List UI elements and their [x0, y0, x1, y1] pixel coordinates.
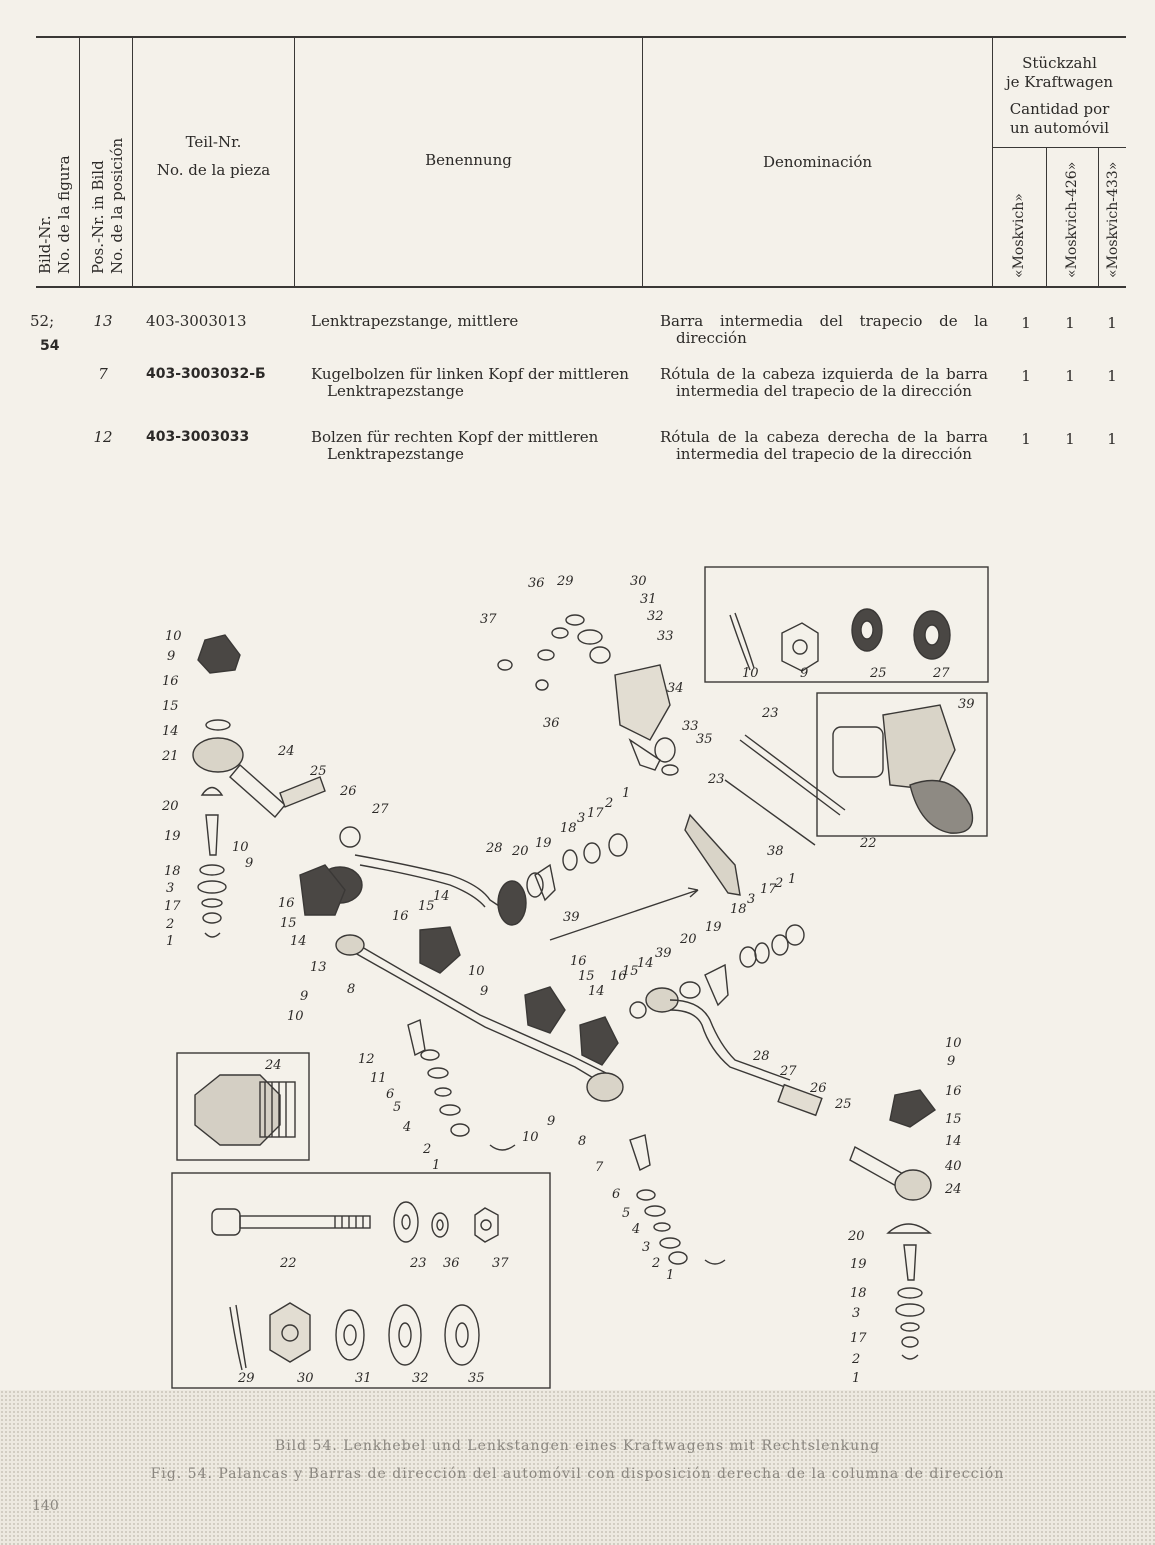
dust-boot — [580, 1017, 618, 1065]
callout-15: 15 — [945, 1112, 962, 1127]
callout-37: 37 — [480, 612, 497, 627]
callout-15: 15 — [578, 969, 595, 984]
callout-33: 33 — [657, 629, 674, 644]
position-number: 12 — [93, 428, 113, 446]
col-divider — [1098, 148, 1099, 286]
callout-9: 9 — [547, 1114, 556, 1129]
callout-1: 1 — [622, 786, 631, 801]
callout-1: 1 — [432, 1158, 441, 1173]
model-label-433: «Moskvich-433» — [1105, 161, 1121, 278]
part-number: 403-3003033 — [146, 429, 250, 445]
bolt-22 — [212, 1209, 370, 1235]
callout-3: 3 — [852, 1306, 861, 1321]
name-es: Rótula de la cabeza izquierda de la barra intermedia del trapecio de la dirección — [660, 365, 988, 400]
callout-20: 20 — [848, 1229, 865, 1244]
callout-23: 23 — [410, 1256, 427, 1271]
inset-bottom-box — [172, 1173, 550, 1388]
washer-35 — [445, 1305, 479, 1365]
callout-29: 29 — [238, 1371, 255, 1386]
qty-433: 1 — [1107, 367, 1117, 385]
name-de: Lenktrapezstange, mittlere — [311, 312, 519, 330]
callout-2: 2 — [166, 917, 175, 932]
callout-39: 39 — [563, 910, 580, 925]
callout-23: 23 — [708, 772, 725, 787]
name-es: Rótula de la cabeza derecha de la barra intermedia del trapecio de la dirección — [660, 428, 988, 463]
cotter-pin-29 — [230, 1305, 246, 1370]
callout-10: 10 — [232, 840, 249, 855]
callout-25: 25 — [310, 764, 327, 779]
callout-labels — [161, 574, 975, 1386]
position-number: 7 — [98, 365, 108, 383]
callout-2: 2 — [852, 1352, 861, 1367]
callout-20: 20 — [680, 932, 697, 947]
part-col-es: No. de la pieza — [156, 161, 271, 179]
callout-1: 1 — [166, 934, 175, 949]
fig-col-label — [36, 124, 74, 274]
table-header — [36, 36, 1126, 288]
callout-3: 3 — [747, 892, 756, 907]
callout-18: 18 — [164, 864, 181, 879]
part-col-label — [133, 131, 294, 181]
name-es: Barra intermedia del trapecio de la dirección — [660, 312, 988, 347]
callout-16: 16 — [162, 674, 179, 689]
callout-3: 3 — [642, 1240, 651, 1255]
callout-14: 14 — [433, 889, 450, 904]
fitting-24 — [195, 1075, 295, 1145]
callout-18: 18 — [730, 902, 747, 917]
callout-19: 19 — [164, 829, 181, 844]
callout-9: 9 — [167, 649, 176, 664]
callout-10: 10 — [468, 964, 485, 979]
callout-20: 20 — [512, 844, 529, 859]
callout-8: 8 — [578, 1134, 587, 1149]
left-tie-rod-end — [193, 635, 285, 937]
washer-23 — [394, 1202, 418, 1242]
callout-36: 36 — [543, 716, 560, 731]
callout-2: 2 — [605, 796, 614, 811]
callout-17: 17 — [164, 899, 181, 914]
part-number: 403-3003032-Б — [146, 366, 266, 382]
callout-19: 19 — [705, 920, 722, 935]
callout-24: 24 — [945, 1182, 962, 1197]
dust-boot — [420, 927, 460, 973]
callout-13: 13 — [310, 960, 327, 975]
callout-9: 9 — [245, 856, 254, 871]
callout-16: 16 — [278, 896, 295, 911]
callout-23: 23 — [762, 706, 779, 721]
callout-12: 12 — [358, 1052, 375, 1067]
pos-col-label — [89, 104, 127, 274]
callout-15: 15 — [162, 699, 179, 714]
callout-16: 16 — [392, 909, 409, 924]
qty-426: 1 — [1065, 367, 1075, 385]
part-number: 403-3003013 — [146, 312, 247, 330]
figure-caption — [0, 1390, 1155, 1545]
callout-38: 38 — [767, 844, 784, 859]
callout-19: 19 — [535, 836, 552, 851]
qty-de-2: je Kraftwagen — [1005, 73, 1114, 91]
nut-27 — [914, 611, 950, 659]
right-tie-rod-end — [850, 1090, 935, 1359]
washer-stack-center — [421, 1050, 515, 1150]
qty-de-1: Stückzahl — [1022, 54, 1097, 72]
right-tie-rod — [646, 988, 822, 1115]
qty-moskvich: 1 — [1021, 314, 1031, 332]
callout-18: 18 — [850, 1286, 867, 1301]
qty-433: 1 — [1107, 314, 1117, 332]
pitman-arm-head — [318, 867, 526, 925]
intermediate-rod-head-right — [587, 1073, 623, 1101]
callout-35: 35 — [696, 732, 713, 747]
qty-426: 1 — [1065, 430, 1075, 448]
callout-15: 15 — [622, 964, 639, 979]
callout-5: 5 — [393, 1100, 402, 1115]
callout-9: 9 — [800, 666, 809, 681]
callout-22: 22 — [860, 836, 877, 851]
castle-nut — [782, 623, 818, 671]
callout-35: 35 — [468, 1371, 485, 1386]
callout-30: 30 — [630, 574, 647, 589]
callout-10: 10 — [742, 666, 759, 681]
callout-39: 39 — [655, 946, 672, 961]
callout-21: 21 — [162, 749, 179, 764]
callout-8: 8 — [347, 982, 356, 997]
ball-joint-39 — [833, 705, 973, 833]
callout-37: 37 — [492, 1256, 509, 1271]
callout-1: 1 — [788, 872, 797, 887]
callout-24: 24 — [265, 1058, 282, 1073]
callout-14: 14 — [588, 984, 605, 999]
callout-9: 9 — [480, 984, 489, 999]
fig-col-es: No. de la figura — [55, 155, 73, 274]
callout-6: 6 — [386, 1087, 395, 1102]
callout-10: 10 — [165, 629, 182, 644]
cotter-pin — [730, 613, 754, 670]
castle-nut-30 — [270, 1303, 310, 1362]
qty-433: 1 — [1107, 430, 1117, 448]
callout-14: 14 — [290, 934, 307, 949]
callout-31: 31 — [355, 1371, 372, 1386]
pos-col-de: Pos.-Nr. in Bild — [89, 160, 107, 274]
callout-16: 16 — [945, 1084, 962, 1099]
callout-17: 17 — [760, 882, 777, 897]
callout-30: 30 — [297, 1371, 314, 1386]
callout-10: 10 — [287, 1009, 304, 1024]
callout-27: 27 — [780, 1064, 797, 1079]
qty-col-label — [993, 38, 1126, 148]
dust-boot — [525, 987, 565, 1033]
callout-2: 2 — [775, 876, 784, 891]
col-divider — [1046, 148, 1047, 286]
qty-es-1: Cantidad por — [1009, 100, 1110, 118]
callout-14: 14 — [637, 956, 654, 971]
col-divider — [79, 38, 80, 286]
callout-24: 24 — [278, 744, 295, 759]
callout-7: 7 — [595, 1160, 604, 1175]
callout-4: 4 — [632, 1222, 641, 1237]
name-de: Kugelbolzen für linken Kopf der mittleren Lenktrapezstange — [311, 365, 629, 400]
callout-27: 27 — [372, 802, 389, 817]
qty-es-2: un automóvil — [1009, 119, 1110, 137]
callout-1: 1 — [852, 1371, 861, 1386]
position-number: 13 — [93, 312, 113, 330]
callout-2: 2 — [423, 1142, 432, 1157]
callout-9: 9 — [947, 1054, 956, 1069]
callout-32: 32 — [647, 609, 664, 624]
callout-15: 15 — [418, 899, 435, 914]
washer-36 — [432, 1213, 448, 1237]
callout-26: 26 — [340, 784, 357, 799]
model-label-moskvich: «Moskvich» — [1011, 193, 1027, 278]
qty-426: 1 — [1065, 314, 1075, 332]
callout-17: 17 — [587, 806, 604, 821]
caption-de: Bild 54. Lenkhebel und Lenkstangen eines Kraftwagens mit Rechtslenkung — [274, 1438, 881, 1454]
fig-number-2: 54 — [40, 338, 60, 354]
part-col-de: Teil-Nr. — [185, 133, 242, 151]
pos-col-es: No. de la posición — [108, 137, 126, 274]
model-label-426: «Moskvich-426» — [1064, 161, 1080, 278]
callout-25: 25 — [835, 1097, 852, 1112]
callout-18: 18 — [560, 821, 577, 836]
caption-es: Fig. 54. Palancas y Barras de dirección del automóvil con disposición derecha de la columna de dirección — [150, 1466, 1005, 1482]
qty-moskvich: 1 — [1021, 367, 1031, 385]
callout-1: 1 — [666, 1268, 675, 1283]
callout-14: 14 — [945, 1134, 962, 1149]
callout-40: 40 — [945, 1159, 962, 1174]
exploded-diagram — [150, 555, 1050, 1395]
callout-5: 5 — [622, 1206, 631, 1221]
callout-3: 3 — [166, 881, 175, 896]
callout-16: 16 — [570, 954, 587, 969]
callout-17: 17 — [850, 1331, 867, 1346]
fig-col-de: Bild-Nr. — [36, 215, 54, 274]
nut-25 — [852, 609, 882, 651]
callout-16: 16 — [610, 969, 627, 984]
callout-6: 6 — [612, 1187, 621, 1202]
callout-11: 11 — [370, 1071, 387, 1086]
callout-39: 39 — [958, 697, 975, 712]
callout-29: 29 — [557, 574, 574, 589]
washer-31 — [336, 1310, 364, 1360]
callout-27: 27 — [933, 666, 950, 681]
callout-28: 28 — [753, 1049, 770, 1064]
qty-moskvich: 1 — [1021, 430, 1031, 448]
callout-10: 10 — [522, 1130, 539, 1145]
page-number: 140 — [32, 1498, 59, 1514]
callout-3: 3 — [577, 811, 586, 826]
de-col-label: Benennung — [425, 151, 512, 169]
callout-14: 14 — [162, 724, 179, 739]
callout-19: 19 — [850, 1257, 867, 1272]
callout-15: 15 — [280, 916, 297, 931]
callout-4: 4 — [403, 1120, 412, 1135]
callout-28: 28 — [486, 841, 503, 856]
callout-10: 10 — [945, 1036, 962, 1051]
callout-2: 2 — [652, 1256, 661, 1271]
callout-31: 31 — [640, 592, 657, 607]
fig-number: 52; — [30, 312, 55, 330]
name-de: Bolzen für rechten Kopf der mittleren Lenktrapezstange — [311, 428, 599, 463]
intermediate-rod-head-left — [336, 935, 364, 955]
callout-9: 9 — [300, 989, 309, 1004]
es-col-label: Denominación — [762, 153, 873, 171]
callout-33: 33 — [682, 719, 699, 734]
nut-37 — [475, 1208, 498, 1242]
callout-20: 20 — [162, 799, 179, 814]
callout-34: 34 — [667, 681, 684, 696]
callout-32: 32 — [412, 1371, 429, 1386]
callout-25: 25 — [870, 666, 887, 681]
callout-36: 36 — [443, 1256, 460, 1271]
callout-26: 26 — [810, 1081, 827, 1096]
bolt-22-main — [725, 735, 845, 845]
callout-36: 36 — [528, 576, 545, 591]
callout-22: 22 — [280, 1256, 297, 1271]
washer-32 — [389, 1305, 421, 1365]
